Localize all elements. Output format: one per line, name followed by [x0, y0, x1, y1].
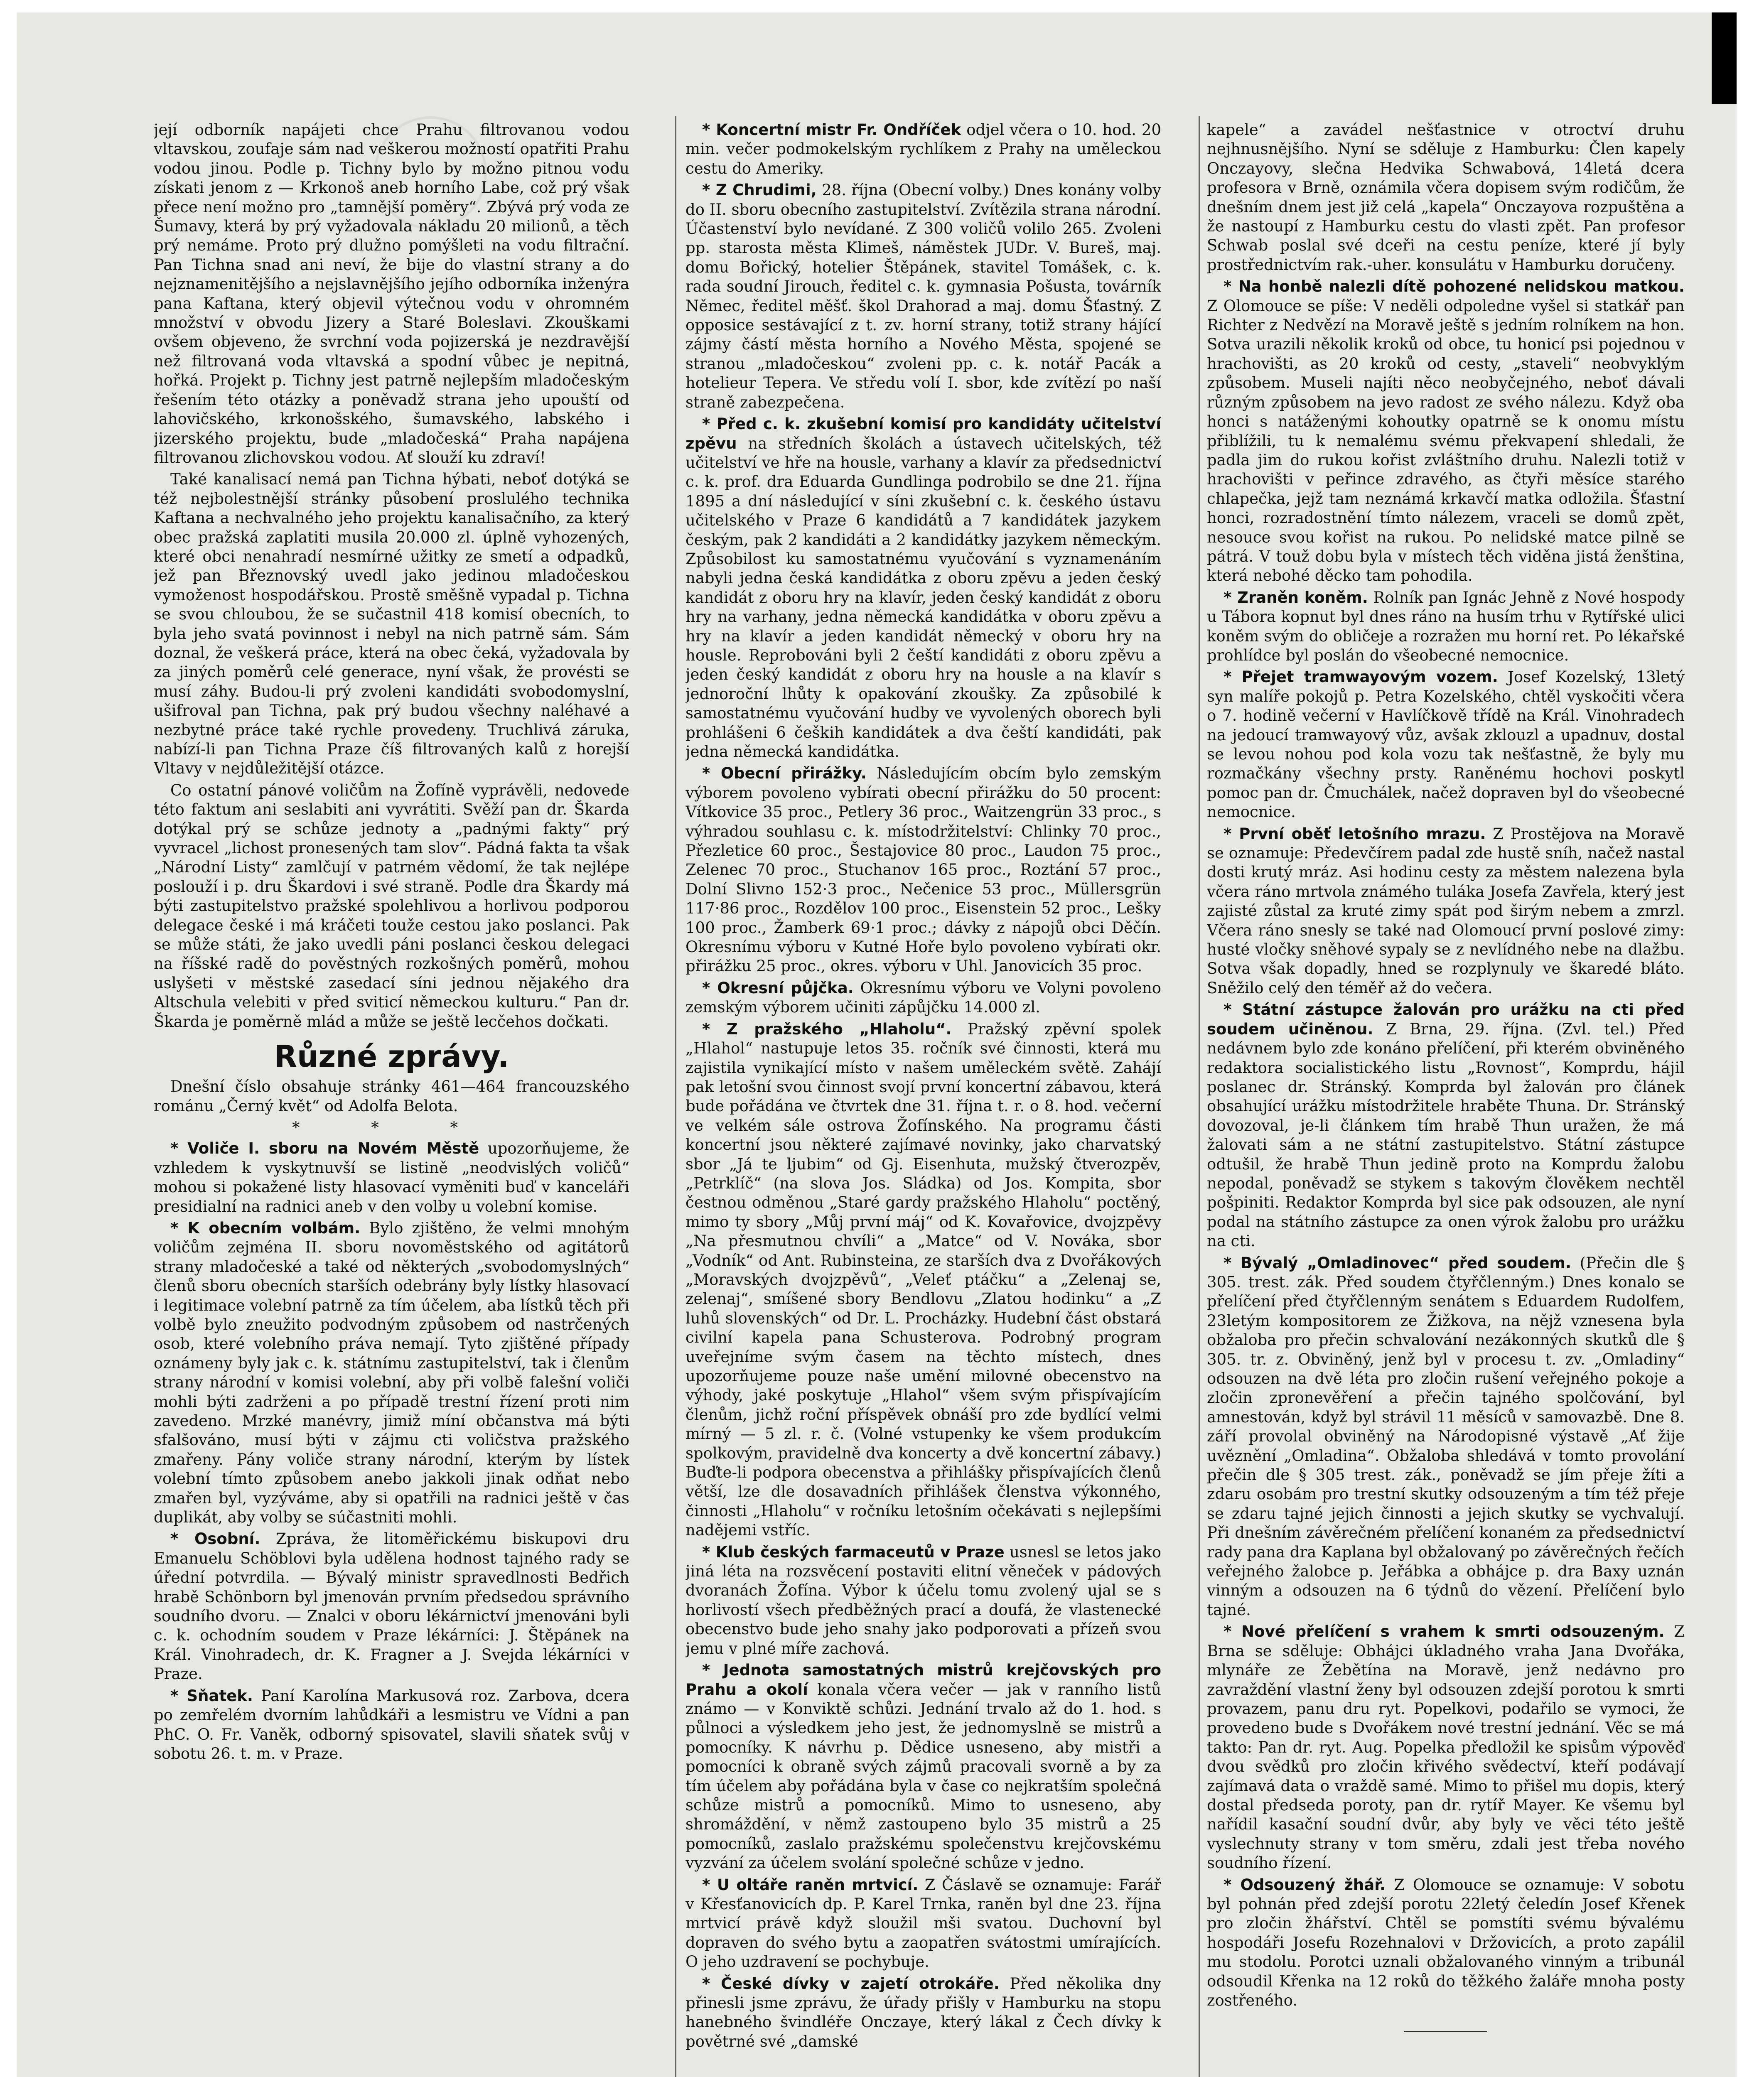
news-headline: * Před c. k. zkušební komisí pro kandidáty učitelství zpěvu: [685, 415, 1161, 452]
news-headline: * Okresní půjčka.: [702, 979, 854, 997]
news-text: upozorňujeme, že vzhledem k vyskytnuvší se listině „neodvislých voličů“ mohou si pokažené listy hlasovací vyměniti buď v kanceláři presidialní na radnici aneb v den volby u volební komise.: [154, 1139, 629, 1215]
news-item: [685, 1020, 1161, 1540]
news-text: Bylo zjištěno, že velmi mnohým voličům zejména II. sboru novoměstského od agitátorů strany mladočeské a také od některých „svobodomyslných“ členů sboru obecních starších odebrány byly lístky hlasovací i legitimace volební patrně za tím účelem, aba lístků těch při volbě bylo zneužito podvodným způsobem od nastrčených osob, které volebního práva nemají. Tyto zjištěné případy oznámeny byly jak c. k. státnímu zastupitelství, tak i členům strany národní v komisi volební, aby při volbě falešní voliči mohli býti zadrženi a po případě trestní řízení proti nim zavedeno. Mrzké manévry, jimiž míní občanstva má býti sfalšováno, musí býti v zájmu cti voličstva pražského zmařeny. Pány voliče strany národní, kterým by lístek volební tímto způsobem anebo jakkoli jinak odňat nebo zmařen byl, vyzýváme, aby si opatřili na radnici ještě v čas duplikát, aby volby se súčastniti mohli.: [154, 1219, 629, 1527]
news-headline: * České dívky v zajetí otrokáře.: [702, 1974, 1000, 1993]
news-text: Před několika dny přinesli jsme zprávu, že úřady přišly v Hamburku na stopu hanebného švindléře Onczaye, který lákal z Čech dívky k povětrné své „damské: [685, 1974, 1161, 2050]
news-text: Z Čáslavě se oznamuje: Farář v Křesťanovicích dp. P. Karel Trnka, raněn byl dne 23. října mrtvicí právě když sloužil mši svatou. Duchovní byl dopraven do svého bytu a zaopatřen svátostmi umírajících. O jeho uzdravení se pochybuje.: [685, 1876, 1161, 1971]
news-headline: * U oltáře raněn mrtvicí.: [702, 1876, 919, 1894]
news-text: (Přečin dle § 305. trest. zák. Před soudem čtyřčlenným.) Dnes konalo se přelíčení před čtyřčlenným senátem s Eduardem Rudolfem, 23letým kompositorem ze Žižkova, na nějž vznesena byla obžaloba pro přečin schvalování nezákonných skutků dle § 305. tr. z. Obviněný, jenž byl v procesu t. zv. „Omladiny“ odsouzen na dvě léta pro zločin rušení veřejného pokoje a zločin zpronevěření a přečin tajného spolčování, byl amnestován, když byl strávil 11 měsíců v samovazbě. Dne 8. září provolal obviněný na Národopisné výstavě „Ať žije uvěznění „Omladina“. Obžaloba shledává v tomto provolání přečin dle § 305 trest. zák., poněvadž se jím přeje žíti a zdaru osobám pro trestní skutky odsouzeným a tím též přeje se zdaru tajné jejich činnosti a jejich skutky se vychvalují. Při dnešním závěrečném přelíčení konaném za předsednictví rady pana dra Kaplana byl obžalovaný po závěrečných řečích veřejného žalobce p. Jeřábka a obhájce p. dra Baxy uznán vinným a odsouzen na 6 týdnů do vězení. Přelíčení bylo tajné.: [1207, 1254, 1685, 1619]
news-text: Paní Karolína Markusová roz. Zarbova, dcera po zemřelém dvorním lahůdkáři a lesmistru ve Vídni a pan PhC. O. Fr. Vaněk, odborný spisovatel, slavili sňatek svůj v sobotu 26. t. m. v Praze.: [154, 1687, 629, 1763]
news-text: Rolník pan Ignác Jehně z Nové hospody u Tábora kopnut byl dnes ráno na husím trhu v Rytířské ulici koněm svým do obličeje a rozražen mu horní ret. Po lékařské prohlídce byl poslán do všeobecné nemocnice.: [1207, 588, 1685, 664]
news-headline: * První oběť letošního mrazu.: [1223, 825, 1486, 843]
news-item: [1207, 277, 1685, 586]
end-rule: [1404, 2031, 1487, 2032]
news-item: [685, 415, 1161, 761]
news-headline: * Bývalý „Omladinovec“ před soudem.: [1223, 1254, 1572, 1272]
news-headline: * Státní zástupce žalován pro urážku na cti před soudem učiněnou.: [1207, 1001, 1685, 1038]
continued-paragraph: kapele“ a zavádel nešťastnice v otroctví druhu nejhnusnějšího. Nyní se sděluje z Hamburku: Člen kapely Onczayovy, slečna Hedvika Schwabová, 14letá dcera profesora v Brně, oznámila včera dopisem svým rodičům, že dnešním dnem jest již celá „kapela“ Onczayova rozpuštěna a že nastoupí z Hamburku cestu do vlasti zpět. Pan profesor Schwab poslal své dceři na cestu peníze, které jí byly prostřednictvím rak.-uher. konsulátu v Hamburku doručeny.: [1207, 121, 1685, 274]
news-headline: * Jednota samostatných mistrů krejčovských pro Prahu a okolí: [685, 1661, 1161, 1699]
news-headline: * Z Chrudimi,: [702, 181, 817, 199]
news-item: [1207, 1000, 1685, 1251]
news-text: 28. října (Obecní volby.) Dnes konány volby do II. sboru obecního zastupitelství. Zvítězila strana národní. Účastenství bylo nevídané. Z 300 voličů volilo 265. Zvoleni pp. starosta města Klimeš, náměstek JUDr. V. Bureš, maj. domu Bořický, hotelier Štěpánek, stavitel Tomášek, c. k. rada soudní Jirouch, ředitel c. k. gymnasia Pošusta, továrník Němec, ředitel měšť. škol Drahorad a maj. domu Šťastný. Z opposice sestávající z t. zv. horní strany, totiž strany hájící zájmy částí města horního a Nového Města, spojené se stranou „mladočeskou“ zvoleni pp. c. k. notář Pacák a hotelieur Tepera. Ve středu volí I. sbor, kde zvítězí po naší straně zabezpečena.: [685, 181, 1161, 411]
news-headline: * Z pražského „Hlaholu“.: [702, 1020, 952, 1038]
news-item: [1207, 1622, 1685, 1873]
section-divider-stars: * * *: [292, 1118, 491, 1137]
news-headline: * Obecní přirážky.: [702, 764, 867, 783]
news-headline: * Klub českých farmaceutů v Praze: [702, 1543, 1005, 1561]
news-text: Z Brna, 29. října. (Zvl. tel.) Před nedávnem bylo zde konáno přelíčení, při kterém obviněného redaktora socialistického listu „Rovnost“, Komprdu, hájil poslanec dr. Stránský. Komprda byl žalován pro článek obsahující urážku místodržitele hraběte Thuna. Dr. Stránský dovozoval, je-li článkem tím hrabě Thun uražen, že má žalovati sám a ne státní zastupitelstvo. Státní zástupce odtušil, že hrabě Thun jedině proto na Komprdu žalobu nepodal, poněvadž se stykem s takovým člověkem nechtěl pošpiniti. Redaktor Komprda byl sice pak odsouzen, ale nyní podal na státního zástupce za onen výrok žalobu pro urážku na cti.: [1207, 1020, 1685, 1250]
intro-note: Dnešní číslo obsahuje stránky 461—464 francouzského románu „Černý květ“ od Adolfa Belota.: [154, 1078, 629, 1115]
news-list-col2: [685, 120, 1161, 2051]
news-headline: * Nové přelíčení s vrahem k smrti odsouzeným.: [1223, 1623, 1665, 1641]
news-text: Z Prostějova na Moravě se oznamuje: Předevčírem padal zde hustě sníh, načež nastal dosti krutý mráz. Asi hodinu cesty za městem nalezena byla včera ráno mrtvola známého tuláka Josefa Zavřela, který jest zajisté zůstal za kruté zimy spát pod širým nebem a zmrzl. Včera ráno snesly se také nad Olomoucí první poslové zimy: husté vločky sněhové sypaly se z nevlídného nebe na dlažbu. Sotva však dopadly, hned se rozplynuly ve škaredé bláto. Sněžilo celý den téměř až do večera.: [1207, 825, 1685, 997]
news-item: [685, 1543, 1161, 1658]
news-headline: * Osobní.: [170, 1530, 260, 1548]
scan-edge-bar: [1712, 12, 1737, 104]
news-text: usnesl se letos jako jiná léta na rozsvěcení postaviti elitní věneček v pádových dvoranách Žofína. Výbor k účelu tomu zvolený ujal se s horlivostí všech předběžných prací a doufá, že vlastenecké obecenstvo bude jeho snahy jako podporovati a přízeň svou jemu v plné míře zachová.: [685, 1543, 1161, 1657]
article-paragraph: Co ostatní pánové voličům na Žofíně vyprávěli, nedovede této faktum ani seslabiti ani vyvrátiti. Svěží pan dr. Škarda dotýkal prý se schůze jednoty a „padnými fakty“ prý vyvracel „lichost pronesených tam slov“. Pádná fakta ta však „Národní Listy“ zamlčují v patrném vědomí, že tak nejlépe poslouží i p. dru Škardovi i své straně. Podle dra Škardy má býti zastupitelstvo pražské spolehlivou a horlivou podporou delegace české i má kráčeti touže cestou jako poslanci. Pak se může státi, že jako uvedli páni poslanci českou delegaci na říšské radě do pověstných rozkošných poměrů, mohou uslyšeti v městské zasedací síni jednou nějakého dra Altschula velebiti v před sviticí německou kulturu.“ Pan dr. Škarda je poměrně mlád a může se ještě lecčehos dočkati.: [154, 781, 629, 1031]
news-item: [1207, 588, 1685, 665]
news-headline: * K obecním volbám.: [170, 1219, 361, 1237]
news-item: [685, 181, 1161, 412]
news-text: Z Olomouce se píše: V neděli odpoledne vyšel si statkář pan Richter z Nedvězí na Moravě ještě s jedním rolníkem na hon. Sotva urazili několik kroků od obce, tu honicí psi pojednou v hrachovišti, as 20 kroků od cesty, „staveli“ neobvyklým způsobem. Museli najíti něco neobyčejného, neboť dávali různým způsobem na jevo radost ze svého nálezu. Když oba honci s natáženými kohoutky opatrně se k onomu místu přiblížili, tu k nemalému svému překvapení shledali, že padla jim do rukou kořist zvláštního druhu. Nalezli totiž v hrachovišti v peřince zdravého, as čtyři měsíce starého chlapečka, jejž tam neznámá krkavčí matka odložila. Šťastní honci, rozradostnění tímto nálezem, vraceli se domů zpět, nesouce svou kořist na rukou. Po nelidské matce pilně se pátrá. V touž dobu byla v místech těch viděna jistá ženština, která nebohé děcko tam pohodila.: [1207, 297, 1685, 585]
news-item: [1207, 1876, 1685, 2011]
column-2: [685, 120, 1161, 2077]
news-text: konala včera večer — jak v ranního listů známo — v Konviktě schůzi. Jednání trvalo až do 1. hod. s půlnoci a výsledkem jeho jest, že jednomyslně se mistrů a pomocníky. K návrhu p. Dědice usneseno, aby mistři a pomocníci k obraně svých zájmů pracovali svorně a by za tím účelem aby pořádána byla v čase co nejkratším společná schůze mistrů a pomocníků. Mimo to usneseno, aby shromáždění, v němž zastoupeno bylo 35 mistrů a 25 pomocníků, zaslalo pražskému společenstvu krejčovskému vyzvání za účelem svolání společné schůze v jedno.: [685, 1680, 1161, 1872]
news-item: [685, 764, 1161, 976]
news-list-col3: [1207, 277, 1685, 2010]
news-item: [685, 1974, 1161, 2052]
news-text: Josef Kozelský, 13letý syn malíře pokojů p. Petra Kozelského, chtěl vyskočiti včera o 7. hodině večerní v Havlíčkově třídě na Král. Vinohradech na jedoucí tramwayový vůz, avšak zklouzl a upadnuv, dostal se levou nohou pod kola vozu tak nešťastně, že byly mu rozmačkány všechny prsty. Raněnému hochovi poskytl pomoc pan dr. Čmuchálek, načež dopraven byl do všeobecné nemocnice.: [1207, 668, 1685, 821]
article-paragraph: Také kanalisací nemá pan Tichna hýbati, neboť dotýká se též nejbolestnější stránky působení proslulého technika Kaftana a nechvalného jeho projektu kanalisačního, za který obec pražská zaplatiti musila 20.000 zl. úplně vyhozených, které obci nenahradí nesmírné užitky ze smetí a odpadků, jež pan Březnovský uvedl jako jedinou mladočeskou vymoženost hospodářskou. Prostě směšně vypadal p. Tichna se svou chloubou, že se sučastnil 418 komisí obecních, to byla jeho svatá povinnost i nebyl na nich patrně sám. Sám doznal, že veškerá práce, která na obec čeká, vyžadovala by za jiných poměrů celé generace, nyní však, že provésti se musí záhy. Budou-li prý zvoleni kandidáti svobodomyslní, ušifroval pan Tichna, pak prý budou všechny naléhavé a nezbytné práce také rychle provedeny. Truchlivá záruka, nabízí-li pan Tichna Praze číš filtrovaných kalů z horejší Vltavy v nejdůležitější otázce.: [154, 470, 629, 778]
news-list-col1: [154, 1139, 629, 1763]
news-item: [685, 979, 1161, 1017]
news-text: odjel včera o 10. hod. 20 min. večer podmokelským rychlíkem z Prahy na uměleckou cestu do Ameriky.: [685, 121, 1161, 177]
news-text: Pražský zpěvní spolek „Hlahol“ nastupuje letos 35. ročník své činnosti, která mu zajistila vynikající místo v našem uměleckém světě. Zahájí pak letošní svou činnost svojí první koncertní zábavou, která bude pořádána ve čtvrtek dne 31. října t. r. o 8. hod. večerní ve velkém sále ostrova Žofínského. Na programu části koncertní jsou některé zajímavé novinky, jako charvatský sbor „Já te ljubim“ od Gj. Eisenhuta, mužský čtverozpěv, „Petrklíč“ (na slova Jos. Sládka) od Jos. Kompita, sbor čestnou odměnou „Staré gardy pražského Hlaholu“ poctěný, mimo ty sbory „Můj první máj“ od K. Kovařovice, dvojzpěvy „Na přesmutnou chvíli“ a „Matce“ od V. Nováka, sbor „Vodník“ od Ant. Rubinsteina, ze starších dva z Dvořákových „Moravských dvojzpěvů“, „Veleť ptáčku“ a „Zelenaj se, zelenaj“, smíšené sbory Bendlovu „Zlatou hodinku“ a „Z luhů slovenských“ od Dr. L. Procházky. Hudební část obstará civilní kapela pana Schusterova. Podrobný program uveřejníme svým časem na těchto místech, dnes upozorňujeme pouze naše umění milovné obecenstvo na výhody, jaké poskytuje „Hlahol“ všem svým přispívajícím členům, jichž roční příspěvek obnáší pro zde bydlící velmi mírný — 5 zl. r. č. (Volné vstupenky ke všem produkcím spolkovým, pravidelně dva koncerty a dvě koncertní zábavy.) Buďte-li podpora obecenstva a přihlášky přispívajících členů větší, lze dle dosavadních přihlášek členstva výkonného, činnosti „Hlaholu“ v ročníku letošním očekávati s nejlepšími nadějemi vstříc.: [685, 1020, 1161, 1539]
column-rule-right: [1199, 116, 1200, 2077]
column-rule-left: [675, 116, 676, 2077]
column-3: [1207, 120, 1685, 2077]
news-headline: * Na honbě nalezli dítě pohozené nelidskou matkou.: [1223, 277, 1685, 296]
news-item: [154, 1219, 629, 1527]
news-text: Následujícím obcím bylo zemským výborem povoleno vybírati obecní přirážku do 50 procent: Vítkovice 35 proc., Petlery 36 proc., Waitzengrün 33 proc., s výhradou souhlasu c. k. místodržitelství: Chlinky 70 proc., Přezletice 60 proc., Šestajovice 80 proc., Laudon 75 proc., Zelenec 70 proc., Stuchanov 165 proc., Roztání 57 proc., Dolní Slivno 152·3 proc., Nečenice 53 proc., Müllersgrün 117·86 proc., Rozdělov 100 proc., Eisenstein 52 proc., Lešky 100 proc., Žamberk 69·1 proc.; dávky z nápojů obci Děčín. Okresnímu výboru v Kutné Hoře bylo povoleno vybírati okr. přirážku 25 proc., okres. výboru v Uhl. Janovicích 35 proc.: [685, 764, 1161, 975]
newspaper-page: [17, 12, 1737, 2077]
news-item: [1207, 1254, 1685, 1620]
section-title: Různé zprávy.: [274, 1039, 509, 1074]
news-headline: * Voliče I. sboru na Novém Městě: [170, 1139, 479, 1158]
news-item: [154, 1687, 629, 1764]
news-item: [154, 1139, 629, 1216]
news-headline: * Zraněn koněm.: [1223, 588, 1368, 606]
news-item: [1207, 668, 1685, 822]
news-headline: * Koncertní mistr Fr. Ondříček: [702, 121, 961, 139]
news-text: Okresnímu výboru ve Volyni povoleno zemským výborem učiniti zápůjčku 14.000 zl.: [685, 979, 1161, 1016]
news-item: [685, 1876, 1161, 1972]
article-paragraph: její odborník napájeti chce Prahu filtrovanou vodou vltavskou, zoufaje sám nad veškerou možností opatřiti Prahu vodou jinou. Podle p. Tichny bylo by možno pitnou vodu získati jenom z — Krkonoš aneb horního Labe, což prý však přece není možno pro „tamnější poměry“. Zbývá prý voda ze Šumavy, která by prý vyžadovala nákladu 20 milionů, a těch prý nemáme. Proto prý dlužno pomýšleti na vodu filtrační. Pan Tichna snad ani neví, že bije do vlastní strany a do nejznamenitějšího a nejslavnějšího jejího odborníka inženýra pana Kaftana, který objevil výtečnou vodu v ohromném množství v obvodu Jizery a Staré Boleslavi. Zkouškami ovšem objeveno, že svrchní voda pojizerská je nezdravější než filtrovaná voda vltavská a spodní vůbec je nepitná, hořká. Projekt p. Tichny jest patrně nejlepším mladočeským řešením této otázky a poněvadž strana jeho upouští od lahovičského, krkonošského, šumavského, labského i jizerského projektu, bude „mladočeská“ Praha napájena filtrovanou zlichovskou vodou. Ať slouží ku zdraví!: [154, 121, 629, 466]
news-headline: * Sňatek.: [170, 1687, 253, 1705]
news-item: [685, 120, 1161, 178]
news-item: [154, 1530, 629, 1684]
news-text: na středních školách a ústavech učitelských, též učitelství ve hře na housle, varhany a klavír za předsednictví c. k. prof. dra Eduarda Gundlinga podrobilo se dne 21. října 1895 a dní následující v síni zkušební c. k. českého ústavu učitelského v Praze 6 kandidátů a 7 kandidátek jazykem českým, pak 2 kandidáti a 2 kandidátky jazykem německým. Způsobilost ku samostatnému vyučování s vyznamenáním nabyli jedna česká kandidátka z oboru zpěvu a jeden český kandidát z oboru hry na klavír, jeden český kandidát z oboru hry na varhany, jedna německá kandidátka v oboru zpěvu a hry na klavír a jeden kandidát německý v oboru hry na housle. Reprobováni byli 2 čeští kandidáti z oboru zpěvu a jeden český kandidát z oboru hry na housle a na klavír s jednoroční lhůty k opakování zkoušky. Za způsobilé k samostatnému vyučování hudby ve vyvolených oborech byli prohlášeni 6 čeških kandidátek a dva čeští kandidáti, pak jedna německá kandidátka.: [685, 434, 1161, 761]
news-item: [1207, 825, 1685, 998]
news-text: Z Brna se sděluje: Obhájci úkladného vraha Jana Dvořáka, mlynáře ze Žebětína na Moravě, jenž nedávno pro zavraždění vlastní ženy byl odsouzen zdejší porotou k smrti provazem, panu dru ryt. Popelkovi, podařilo se vymoci, že provedeno bude s Dvořákem nové trestní jednání. Věc se má takto: Pan dr. ryt. Aug. Popelka předložil ke spisům výpověď dvou svědků pro zločin křivého svědectví, kteří podávají zajímavá data o vraždě samé. Mimo to přišel mu dopis, který dostal předseda poroty, pan dr. rytíř Mayer. Ke všemu byl nařídil kasační soudní dvůr, aby byly ve věci této ještě vyslechnuty strany v tom směru, zdali jest třeba nového soudního řízení.: [1207, 1623, 1685, 1872]
news-text: Zpráva, že litoměřickému biskupovi dru Emanuelu Schöblovi byla udělena hodnost tajného rady se úřední potvrdila. — Bývalý ministr spravedlnosti Bedřich hrabě Schönborn byl jmenován prvním předsedou správního soudního dvoru. — Znalci v oboru lékárnictví jmenováni byli c. k. ochodním soudem v Praze lékárníci: J. Štěpánek na Král. Vinohradech, dr. K. Fragner a J. Svejda lékárníci v Praze.: [154, 1530, 629, 1683]
news-headline: * Odsouzený žhář.: [1223, 1876, 1386, 1894]
column-1: [154, 120, 629, 2077]
news-text: Z Olomouce se oznamuje: V sobotu byl pohnán před zdejší porotu 22letý čeledín Josef Křenek pro zločin žhářství. Chtěl se pomstíti svému bývalému hospodáři Josefu Rozehnalovi v Držovicích, a proto zapálil mu stodolu. Porotci uznali obžalovaného vinným a tribunál odsoudil Křenka na 12 roků do těžkého žaláře mnoha posty zostřeného.: [1207, 1876, 1685, 2009]
news-headline: * Přejet tramwayovým vozem.: [1223, 668, 1498, 686]
news-item: [685, 1661, 1161, 1873]
